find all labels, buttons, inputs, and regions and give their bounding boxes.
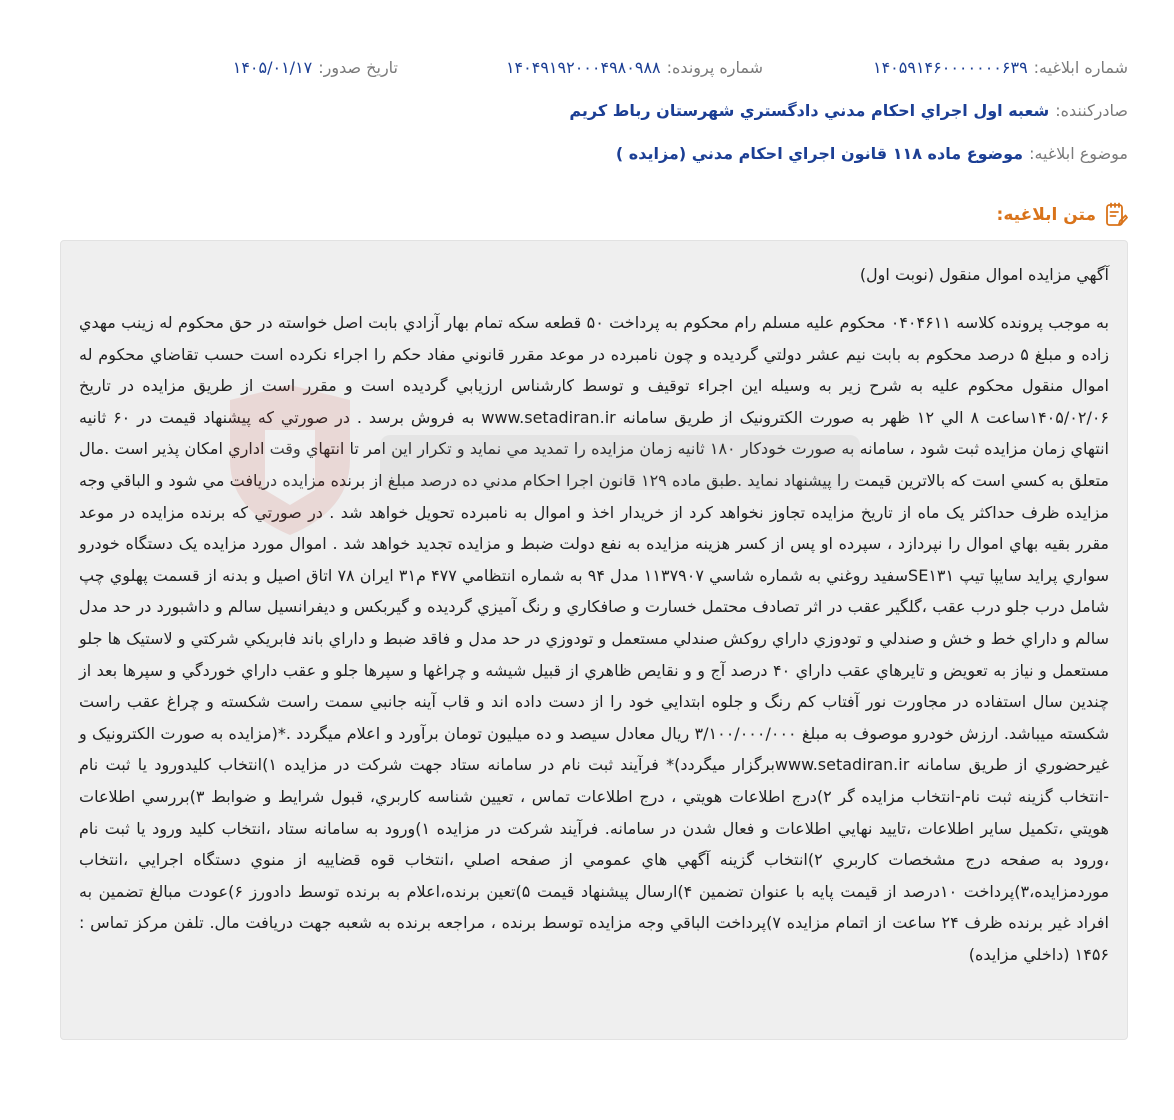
notice-text-box [60,240,1128,1040]
notice-number [873,58,1128,77]
issue-date [233,58,398,77]
case-number-label: شماره پرونده: [666,58,763,77]
subject-row [46,144,1128,163]
section-title: متن ابلاغیه: [996,205,1096,225]
issuer-label: صادرکننده: [1055,101,1128,120]
case-number [506,58,763,77]
notice-text-heading [997,202,1128,228]
notice-title: آگهي مزايده اموال منقول (نوبت اول) [859,265,1109,284]
issue-date-label: تاریخ صدور: [318,58,398,77]
subject-label: موضوع ابلاغیه: [1029,144,1128,163]
notice-number-label: شماره ابلاغیه: [1033,58,1128,77]
document-edit-icon [1104,202,1128,228]
issuer-value: شعبه اول اجراي احکام مدني دادگستري شهرستان رباط کريم [569,101,1050,120]
case-number-value: ۱۴۰۴۹۱۹۲۰۰۰۴۹۸۰۹۸۸ [505,58,661,77]
notice-number-value: ۱۴۰۵۹۱۴۶۰۰۰۰۰۰۰۶۳۹ [872,58,1028,77]
issue-date-value: ۱۴۰۵/۰۱/۱۷ [232,58,313,77]
notice-body: به موجب پرونده کلاسه ۰۴۰۴۶۱۱ محکوم عليه مسلم رام محکوم به پرداخت ۵۰ قطعه سکه تمام بهار آزادي بابت اصل خواسته در حق محکوم له زينب مهدي زاده و مبلغ ۵ درصد محکوم به بابت نيم عشر دولتي گرديده و چون نامبرده در موعد مقرر قانوني مفاد حکم را اجراء نکرده است حسب تقاضاي محکوم له اموال منقول محکوم عليه به شرح زير به وسيله اين اجراء توقيف و توسط کارشناس ارزيابي گرديده است و مقرر است از طريق مزايده در تاريخ ۱۴۰۵/۰۲/۰۶ساعت ۸ الي ۱۲ ظهر به صورت الکترونيک از طريق سامانه www.setadiran.ir به فروش برسد . در صورتي که پيشنهاد قيمت در ۶۰ ثانيه انتهاي زمان مزايده ثبت شود ، سامانه به صورت خودکار ۱۸۰ ثانيه زمان مزايده را تمديد مي نمايد و تکرار اين امر تا انتهاي وقت اداري امکان پذير است .مال متعلق به کسي است که بالاترين قيمت را پيشنهاد نمايد .طبق ماده ۱۲۹ قانون اجرا احکام مدني ده درصد مبلغ از برنده مزايده دريافت مي شود و الباقي وجه مزايده ظرف حداکثر يک ماه از تاريخ مزايده تجاوز نخواهد کرد از خريدار اخذ و اموال به نامبرده تحويل خواهد شد . در صورتي که برنده مزايده در موعد مقرر بقيه بهاي اموال را نپردازد ، سپرده او پس از کسر هزينه مزايده به نفع دولت ضبط و مزايده تجديد خواهد شد . اموال مورد مزايده يک دستگاه خودرو سواري پرايد سايپا تيپ SE۱۳۱سفيد روغني به شماره شاسي ۱۱۳۷۹۰۷ مدل ۹۴ به شماره انتظامي ۴۷۷ م۳۱ ايران ۷۸ اتاق اصيل و بدنه از قسمت پهلوي چپ شامل درب جلو درب عقب ،گلگير عقب در اثر تصادف محتمل خسارت و صافکاري و رنگ آميزي گرديده و گيربکس و ديفرانسيل سالم و داشبورد در حد مدل سالم و داراي خط و خش و صندلي و تودوزي داراي روکش صندلي مستعمل و تودوزي در حد مدل و فاقد ضبط و داراي باند فابريکي شرکتي و لاستيک ها جلو مستعمل و نياز به تعويض و تايرهاي عقب داراي ۴۰ درصد آج و و نقايص ظاهري از قبيل شيشه و چراغها و سپرها جلو و عقب داراي خوردگي و سپرها بعد از چندين سال استفاده در مجاورت نور آفتاب کم رنگ و جلوه ابتدايي خود را از دست داده اند و قاب آينه جانبي سمت راست شکسته و چراغ عقب راست شکسته ميباشد. ارزش خودرو موصوف به مبلغ ۳/۱۰۰/۰۰۰/۰۰۰ ريال معادل سيصد و ده ميليون تومان برآورد و اعلام ميگردد .*(مزايده به صورت الکترونيک و غيرحضوري از طريق سامانه www.setadiran.irبرگزار ميگردد)* فرآيند ثبت نام در سامانه ستاد جهت شرکت در مزايده ۱)انتخاب کليدورود يا ثبت نام -انتخاب گزينه ثبت نام-انتخاب مزايده گر ۲)درج اطلاعات هويتي ، درج اطلاعات تماس ، تعيين شناسه کاربري، قبول شرايط و ضوابط ۳)بررسي اطلاعات هويتي ،تکميل ساير اطلاعات ،تاييد نهايي اطلاعات و فعال شدن در سامانه. فرآيند شرکت در مزايده ۱)ورود به سامانه ستاد ،انتخاب کليد ورود يا ثبت نام ،ورود به صفحه درج مشخصات کاربري ۲)انتخاب گزينه آگهي هاي عمومي از صفحه اصلي ،انتخاب قوه قضاييه از منوي دستگاه اجرايي ،انتخاب موردمزايده،۳)پرداخت ۱۰درصد از قيمت پايه با عنوان تضمين ۴)ارسال پيشنهاد قيمت ۵)تعين برنده،اعلام به برنده توسط دادورز ۶)عودت مبالغ تضمين به افراد غير برنده ظرف ۲۴ ساعت از اتمام مزايده ۷)پرداخت الباقي وجه مزايده توسط برنده ، مراجعه برنده به شعبه جهت دريافت مال. تلفن مرکز تماس : ۱۴۵۶ (داخلي مزايده) [79,313,1110,964]
subject-value: موضوع ماده ۱۱۸ قانون اجراي احکام مدني (مزايده ) [615,144,1024,163]
issuer-row [46,101,1128,120]
